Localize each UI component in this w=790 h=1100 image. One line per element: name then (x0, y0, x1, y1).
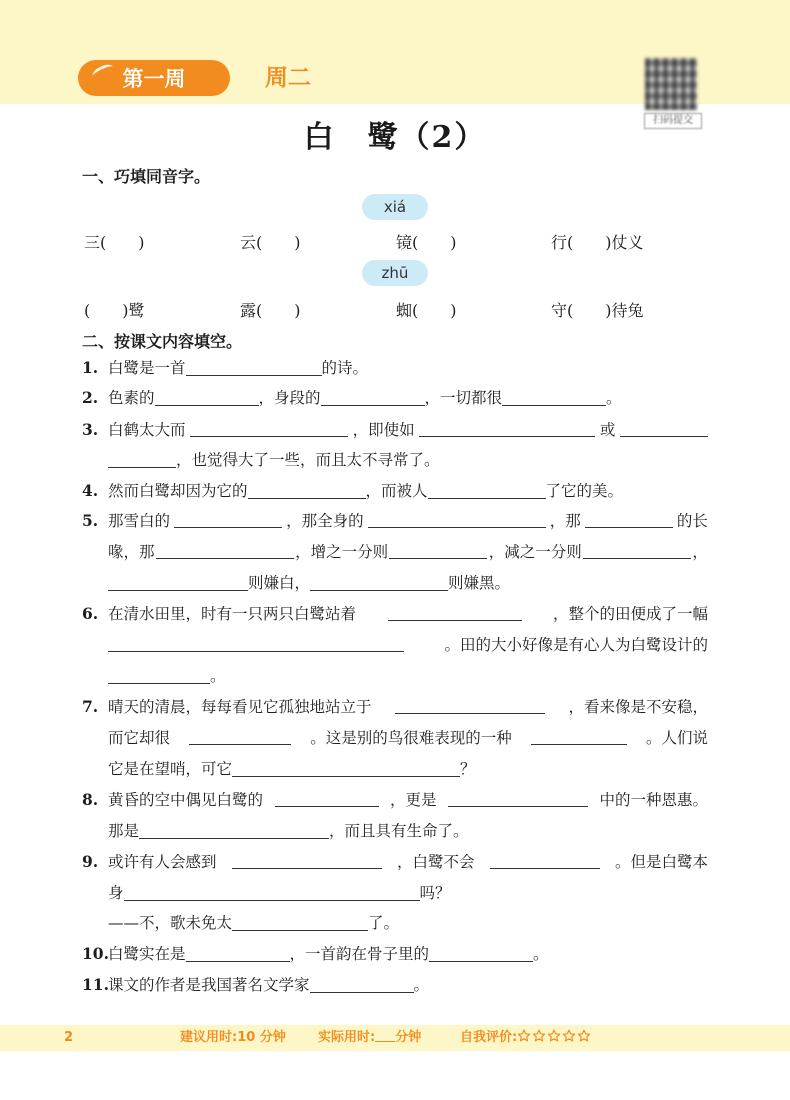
question-number: 6. (82, 604, 99, 623)
question-number: 2. (82, 388, 99, 407)
question-text: 那雪白的 (108, 512, 171, 530)
answer-blank[interactable] (395, 695, 545, 714)
answer-blank[interactable] (108, 449, 176, 468)
question-text: 而它却很 (108, 729, 171, 747)
answer-blank[interactable] (428, 480, 546, 499)
question-text: 白鹭是一首 (108, 359, 186, 377)
question-6 (82, 602, 708, 626)
self-rating (460, 1025, 592, 1051)
answer-blank[interactable] (189, 726, 291, 745)
self-rating-label: 自我评价: (460, 1030, 518, 1045)
answer-blank[interactable] (321, 387, 425, 406)
answer-blank[interactable] (186, 943, 290, 962)
question-text: 那是 (108, 822, 140, 840)
pinyin-badge: xiá (362, 194, 428, 220)
star-icon[interactable] (532, 1029, 546, 1043)
question-text: ，白鹭不会 (396, 853, 475, 871)
question-text: ，那 (549, 512, 581, 530)
question-7-cont (82, 726, 708, 750)
question-10 (82, 942, 708, 966)
question-3-cont (82, 448, 708, 472)
homophone-item: 露( ) (240, 301, 301, 320)
answer-blank[interactable] (310, 974, 414, 993)
question-5 (82, 509, 708, 533)
question-8-cont (82, 819, 708, 843)
answer-blank[interactable] (490, 850, 600, 869)
homophone-item: 蜘( ) (396, 301, 457, 320)
star-icon[interactable] (577, 1029, 591, 1043)
question-text: 则嫌黑。 (448, 574, 511, 592)
question-6-cont (82, 633, 708, 657)
actual-time-label: 实际用时: (318, 1030, 376, 1045)
question-text: 。这是别的鸟很难表现的一种 (310, 729, 512, 747)
answer-blank[interactable] (108, 633, 404, 652)
homophone-item: 守( )待兔 (551, 301, 644, 320)
shine-icon (91, 62, 116, 81)
question-text: 。田的大小好像是有心人为白鹭设计的 (444, 636, 708, 654)
question-text: ，整个的田便成了一幅 (552, 605, 708, 623)
question-text: ——不，歌未免太 (108, 914, 233, 932)
homophone-item: 行( )仗义 (551, 233, 644, 252)
question-number: 1. (82, 358, 99, 377)
question-number: 7. (82, 697, 99, 716)
question-11 (82, 973, 708, 997)
answer-blank[interactable] (388, 602, 522, 621)
question-text: 。但是白鹭本 (614, 853, 708, 871)
page-number: 2 (64, 1030, 74, 1045)
section1-heading: 一、巧填同音字。 (82, 167, 211, 186)
answer-blank[interactable] (124, 882, 420, 901)
question-number: 4. (82, 481, 99, 500)
question-text: 它是在望哨，可它 (108, 760, 233, 778)
answer-blank[interactable] (174, 509, 282, 528)
answer-blank[interactable] (232, 850, 382, 869)
question-text: 的诗。 (321, 359, 369, 377)
question-6-cont2 (82, 664, 708, 688)
answer-blank[interactable] (139, 820, 329, 839)
section2-heading: 二、按课文内容填空。 (82, 332, 243, 351)
question-text: 了。 (368, 914, 400, 932)
question-text: 吗？ (419, 884, 451, 902)
homophone-item: 云( ) (240, 233, 301, 252)
question-text: ，增之一分则 (295, 543, 389, 561)
actual-time-unit: 分钟 (395, 1030, 422, 1045)
question-5-cont (82, 540, 708, 564)
question-text: 。 (413, 976, 430, 994)
question-text: 。人们说 (645, 729, 708, 747)
question-number: 8. (82, 790, 99, 809)
question-number: 3. (82, 420, 99, 439)
answer-blank[interactable] (275, 788, 379, 807)
homophone-item: 镜( ) (396, 233, 457, 252)
question-text: 在清水田里，时有一只两只白鹭站着 (108, 605, 357, 623)
question-9-cont (82, 881, 708, 905)
question-5-cont2 (82, 571, 708, 595)
actual-time-blank[interactable] (375, 1027, 395, 1042)
question-text: ，那全身的 (286, 512, 364, 530)
question-text: 。 (210, 667, 226, 685)
question-text: 则嫌白， (248, 574, 311, 592)
question-text: 。 (606, 389, 622, 407)
question-text: 晴天的清晨，每每看见它孤独地站立于 (108, 698, 372, 716)
page-title: 白 鹭（2） (303, 120, 487, 155)
answer-blank[interactable] (368, 509, 546, 528)
question-text: 的长 (676, 512, 708, 530)
question-text: ，身段的 (258, 389, 321, 407)
question-9 (82, 850, 708, 874)
pinyin-badge: zhū (362, 260, 428, 286)
question-7-cont2 (82, 757, 708, 781)
day-label: 周二 (265, 65, 311, 91)
question-9-cont2 (82, 911, 708, 935)
answer-blank[interactable] (232, 912, 368, 931)
question-text: ，也觉得大了一些，而且太不寻常了。 (176, 451, 440, 469)
answer-blank[interactable] (310, 572, 448, 591)
answer-blank[interactable] (620, 418, 708, 437)
question-text: 或 (599, 421, 616, 439)
question-text: 或许有人会感到 (108, 853, 217, 871)
suggested-time: 建议用时:10 分钟 (180, 1030, 286, 1045)
question-4 (82, 479, 708, 503)
answer-blank[interactable] (419, 418, 595, 437)
question-text: 身 (108, 884, 124, 902)
homophone-item: 三( ) (84, 233, 145, 252)
question-text: 了它的美。 (545, 482, 624, 500)
question-1 (82, 356, 708, 380)
question-text: 喙，那 (108, 543, 155, 561)
answer-blank[interactable] (108, 665, 210, 684)
qr-label: 扫码提交 (644, 113, 702, 129)
week-label: 第一周 (122, 67, 186, 91)
answer-blank[interactable] (448, 788, 588, 807)
question-7 (82, 695, 708, 719)
question-text: ，而被人 (365, 482, 428, 500)
week-badge (78, 60, 230, 96)
answer-blank[interactable] (108, 572, 248, 591)
homophone-item: ( )鹭 (84, 301, 145, 320)
question-text: 黄昏的空中偶见白鹭的 (108, 791, 264, 809)
answer-blank[interactable] (248, 480, 366, 499)
question-number: 9. (82, 852, 99, 871)
question-text: 然而白鹭却因为它的 (108, 482, 248, 500)
question-text: 白鹭实在是 (108, 945, 186, 963)
answer-blank[interactable] (585, 509, 673, 528)
question-text: ，更是 (389, 791, 437, 809)
answer-blank[interactable] (429, 943, 533, 962)
actual-time (318, 1025, 421, 1051)
answer-blank[interactable] (156, 540, 294, 559)
question-text: 中的一种恩惠。 (599, 791, 708, 809)
question-text: 课文的作者是我国著名文学家 (108, 976, 310, 994)
question-number: 5. (82, 511, 99, 530)
question-text: ，一切都很 (424, 389, 503, 407)
question-text: ？ (460, 760, 476, 778)
answer-blank[interactable] (232, 758, 460, 777)
star-icon[interactable] (547, 1029, 561, 1043)
answer-blank[interactable] (389, 540, 487, 559)
question-text: ，看来像是不安稳， (568, 698, 708, 716)
question-text: 白鹤太大而 (108, 421, 186, 439)
question-text: ，一首韵在骨子里的 (289, 945, 430, 963)
answer-blank[interactable] (583, 540, 691, 559)
question-text: ， (692, 543, 708, 561)
question-text: 色素的 (108, 389, 155, 407)
answer-blank[interactable] (502, 387, 606, 406)
answer-blank[interactable] (155, 387, 259, 406)
question-text: ，减之一分则 (488, 543, 582, 561)
answer-blank[interactable] (190, 418, 348, 437)
qr-code-icon[interactable] (645, 58, 697, 110)
question-text: ，而且具有生命了。 (329, 822, 469, 840)
question-8 (82, 788, 708, 812)
rating-stars[interactable] (517, 1030, 592, 1045)
question-3 (82, 418, 708, 442)
question-text: ，即使如 (352, 421, 415, 439)
star-icon[interactable] (517, 1029, 531, 1043)
question-number: 11. (82, 975, 109, 994)
answer-blank[interactable] (531, 726, 627, 745)
star-icon[interactable] (562, 1029, 576, 1043)
question-text: 。 (533, 945, 549, 963)
question-number: 10. (82, 944, 109, 963)
question-2 (82, 386, 708, 410)
answer-blank[interactable] (186, 357, 322, 376)
